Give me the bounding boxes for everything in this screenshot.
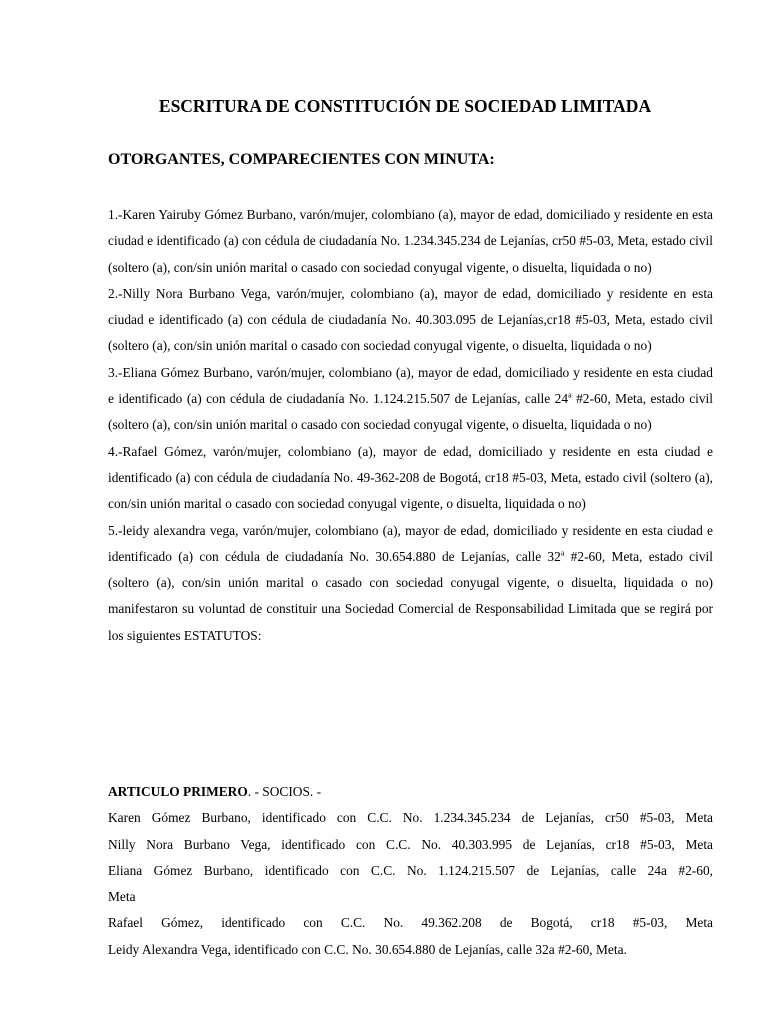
grantor-text: 5.-leidy alexandra vega, varón/mujer, colombiano (a), mayor de edad, domiciliado y residente en esta ciudad e identificado (a) con cédula de ciudadanía No. 30.654.880 de Lejanías, calle 32 [108, 522, 713, 564]
partner-line-4: Meta [108, 889, 136, 905]
article-heading-bold: ARTICULO PRIMERO [108, 784, 248, 799]
partner-line-6: Leidy Alexandra Vega, identificado con C.C. No. 30.654.880 de Lejanías, calle 32a #2-60, Meta. [108, 941, 627, 957]
grantor-text: 3.-Eliana Gómez Burbano, varón/mujer, colombiano (a), mayor de edad, domiciliado y residente en esta ciudad e identificado (a) con cédula de ciudadanía No. 1.124.215.507 de Lejanías, calle 24 [108, 364, 713, 407]
article-heading-rest: . - SOCIOS. - [247, 784, 322, 799]
grantor-paragraph-2 [108, 281, 713, 360]
partner-line-5: Rafael Gómez, identificado con C.C. No. 49.362.208 de Bogotá, cr18 #5-03, Meta [108, 915, 713, 931]
article-heading [108, 779, 713, 805]
grantor-text-continued: #2-60, Meta, estado civil (soltero (a), con/sin unión marital o casado con sociedad conyugal vigente, o disuelta, liquidada o no) manifestaron su voluntad de constituir una Sociedad Comercial de Responsabilidad Limitada que se regirá por los siguientes ESTATUTOS: [108, 548, 713, 643]
superscript: a [568, 390, 572, 400]
document-title: ESCRITURA DE CONSTITUCIÓN DE SOCIEDAD LIMITADA [158, 96, 652, 116]
grantors-list [108, 202, 713, 649]
grantor-text: 4.-Rafael Gómez, varón/mujer, colombiano (a), mayor de edad, domiciliado y residente en esta ciudad e identificado (a) con cédula de ciudadanía No. 49-362-208 de Bogotá, cr18 #5-03, Meta, estado civil (soltero (a), con/sin unión marital o casado con sociedad conyugal vigente, o disuelta, liquidada o no) [108, 443, 713, 512]
partner-line-2: Nilly Nora Burbano Vega, identificado con C.C. No. 40.303.995 de Lejanías, cr18 #5-03, Meta [108, 836, 713, 852]
superscript: a [560, 548, 565, 558]
grantor-text: 1.-Karen Yairuby Gómez Burbano, varón/mujer, colombiano (a), mayor de edad, domiciliado y residente en esta ciudad e identificado (a) con cédula de ciudadanía No. 1.234.345.234 de Lejanías, cr50 #5-03, Meta, estado civil (soltero (a), con/sin unión marital o casado con sociedad conyugal vigente, o disuelta, liquidada o no) [108, 207, 713, 275]
partner-line-1: Karen Gómez Burbano, identificado con C.C. No. 1.234.345.234 de Lejanías, cr50 #5-03, Meta [108, 810, 713, 826]
grantor-paragraph-3 [108, 360, 713, 439]
article-first [108, 779, 713, 963]
grantor-paragraph-1 [108, 202, 713, 281]
grantor-paragraph-5 [108, 518, 713, 649]
partner-line-3: Eliana Gómez Burbano, identificado con C.C. No. 1.124.215.507 de Lejanías, calle 24a #2-60, [108, 862, 713, 878]
grantor-text: 2.-Nilly Nora Burbano Vega, varón/mujer, colombiano (a), mayor de edad, domiciliado y residente en esta ciudad e identificado (a) con cédula de ciudadanía No. 40.303.095 de Lejanías,cr18 #5-03, Meta, estado civil (soltero (a), con/sin unión marital o casado con sociedad conyugal vigente, o disuelta, liquidada o no) [108, 285, 713, 354]
grantor-paragraph-4 [108, 439, 713, 518]
grantor-text-continued: #2-60, Meta, estado civil (soltero (a), con/sin unión marital o casado con sociedad conyugal vigente, o disuelta, liquidada o no) [108, 391, 713, 433]
section-subtitle: OTORGANTES, COMPARECIENTES CON MINUTA: [108, 151, 495, 168]
